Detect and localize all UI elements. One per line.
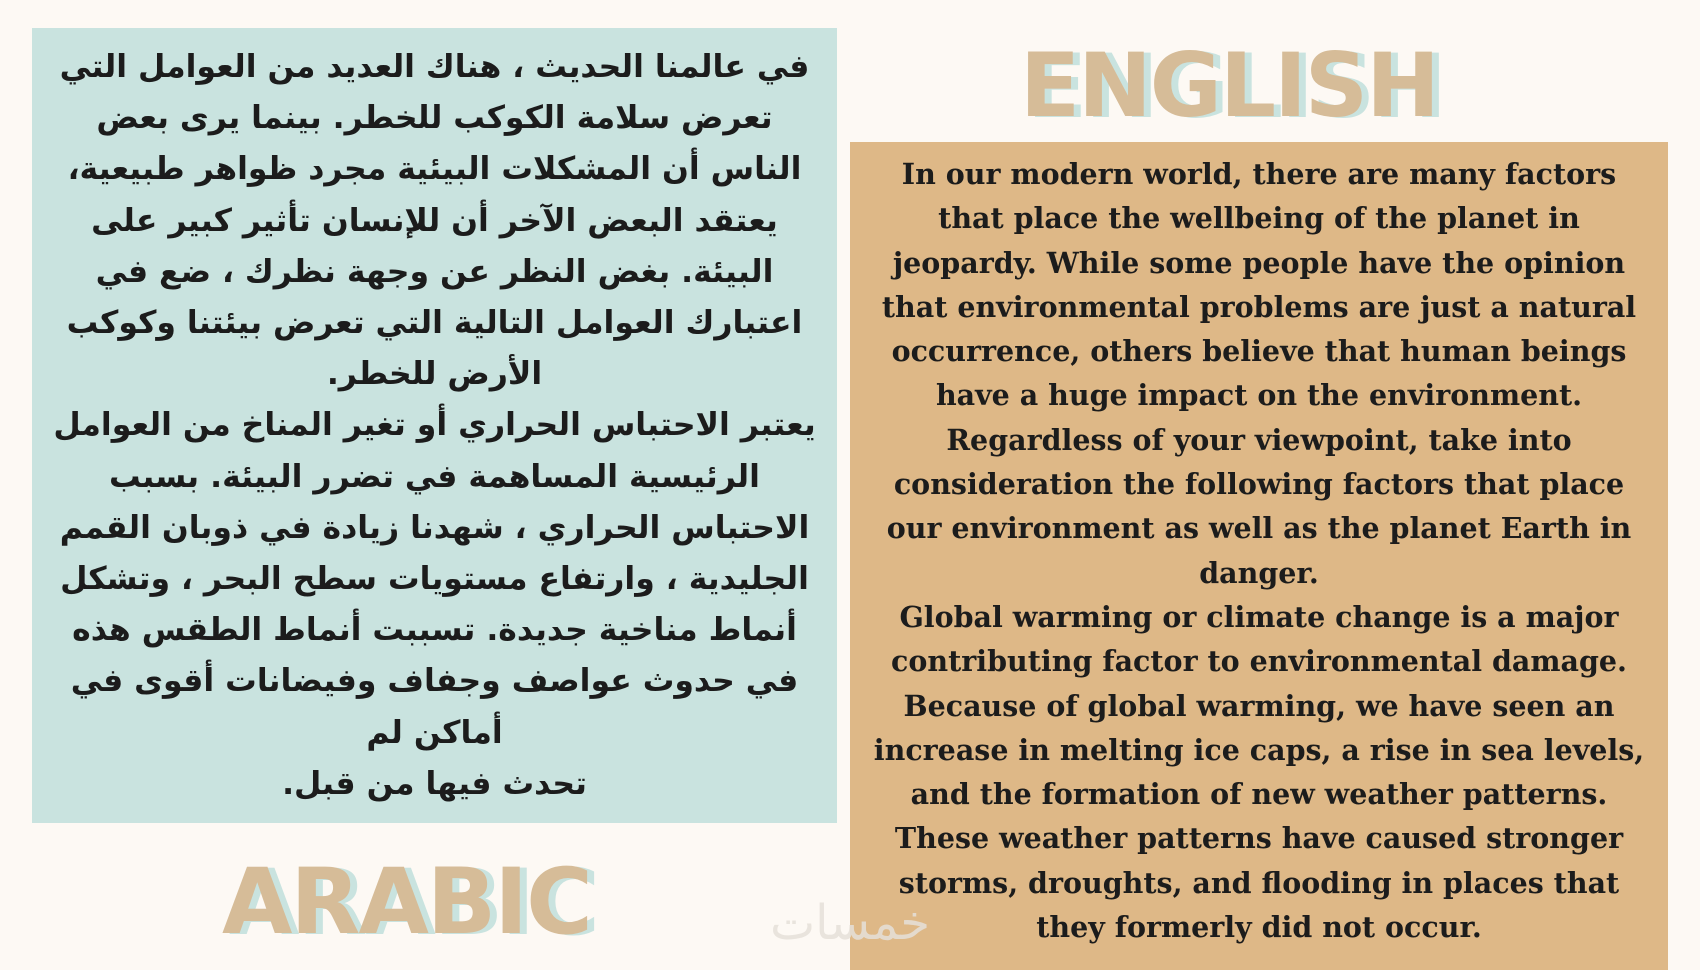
english-paragraph-2: Global warming or climate change is a major contributing factor to environmental damage. Because of global warming, we have seen an increase in melting ice caps, a rise in sea levels, and the formation of new weather patterns. These weather patterns have caused stronger storms, droughts, and flooding in places that they formerly did not occur. (873, 599, 1645, 945)
english-heading: ENGLISH (1020, 34, 1438, 137)
english-paragraph-1: In our modern world, there are many factors that place the wellbeing of the planet in jeopardy. While some people have the opinion that environmental problems are just a natural occurrence, others believe that human beings have a huge impact on the environment. Regardless of your viewpoint, take into consideration the following factors that place our environment as well as the planet Earth in danger. (881, 157, 1637, 590)
arabic-text-panel (32, 28, 837, 823)
arabic-heading: ARABIC (222, 850, 591, 955)
arabic-paragraph-3: تحدث فيها من قبل. (282, 765, 587, 802)
arabic-paragraph-1: في عالمنا الحديث ، هناك العديد من العوامل التي تعرض سلامة الكوكب للخطر. بينما يرى بعض الناس أن المشكلات البيئية مجرد ظواهر طبيعية، يعتقد البعض الآخر أن للإنسان تأثير كبير على البيئة. بغض النظر عن وجهة نظرك ، ضع في اعتبارك العوامل التالية التي تعرض بيئتنا وكوكب الأرض للخطر. (59, 49, 810, 393)
khamsat-watermark: خمسات (769, 895, 931, 951)
arabic-paragraph-2: يعتبر الاحتباس الحراري أو تغير المناخ من العوامل الرئيسية المساهمة في تضرر البيئة. بسبب الاحتباس الحراري ، شهدنا زيادة في ذوبان القمم الجليدية ، وارتفاع مستويات سطح البحر ، وتشكل أنماط مناخية جديدة. تسببت أنماط الطقس هذه في حدوث عواصف وجفاف وفيضانات أقوى في أماكن لم (53, 407, 816, 751)
english-text-panel (850, 142, 1668, 970)
